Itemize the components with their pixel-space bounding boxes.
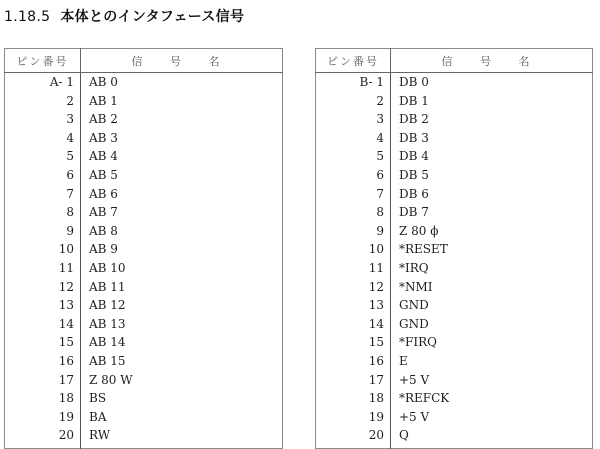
- signal-name: *NMI: [399, 279, 433, 294]
- pin-number: 18: [316, 389, 391, 408]
- table-row: [316, 73, 593, 92]
- signal-name: AB 8: [89, 223, 118, 238]
- signal-name: AB 4: [89, 149, 118, 164]
- table-row: [316, 259, 593, 278]
- table-row: [5, 352, 283, 371]
- table-row: [5, 389, 283, 408]
- table-row: [5, 333, 283, 352]
- pin-table-b: [315, 48, 593, 449]
- table-row: [5, 185, 283, 204]
- pin-number: 11: [316, 259, 391, 278]
- pin-number: 13: [316, 296, 391, 315]
- table-row: [316, 408, 593, 427]
- table-row: [316, 371, 593, 390]
- table-row: [316, 426, 593, 448]
- pin-number-header: ピン番号: [316, 49, 391, 73]
- pin-number: 14: [316, 315, 391, 334]
- signal-name: BS: [89, 391, 107, 406]
- section-title: 本体とのインタフェース信号: [60, 9, 245, 25]
- pin-number: 5: [316, 147, 391, 166]
- header-row: [316, 49, 593, 73]
- signal-name: *FIRQ: [399, 335, 437, 350]
- table-row: [5, 110, 283, 129]
- pin-number: 12: [5, 278, 81, 297]
- signal-name: AB 13: [89, 316, 126, 331]
- pin-number: 3: [316, 110, 391, 129]
- signal-name: +5 V: [399, 409, 430, 424]
- pin-number: 16: [5, 352, 81, 371]
- pin-number: 6: [316, 166, 391, 185]
- signal-name-header: 信 号 名: [81, 49, 283, 73]
- table-row: [316, 166, 593, 185]
- table-row: [316, 389, 593, 408]
- signal-name: AB 1: [89, 93, 118, 108]
- signal-name: DB 2: [399, 112, 429, 127]
- signal-name: DB 6: [399, 186, 429, 201]
- pin-number: 16: [316, 352, 391, 371]
- pin-number: 3: [5, 110, 81, 129]
- signal-name: DB 1: [399, 93, 429, 108]
- pin-number: 18: [5, 389, 81, 408]
- table-row: [316, 129, 593, 148]
- signal-name: DB 3: [399, 130, 429, 145]
- pin-number: 7: [5, 185, 81, 204]
- signal-name: AB 10: [89, 260, 126, 275]
- table-row: [5, 408, 283, 427]
- table-row: [5, 296, 283, 315]
- table-row: [5, 371, 283, 390]
- signal-name: BA: [89, 409, 107, 424]
- table-row: [5, 259, 283, 278]
- signal-name: AB 11: [89, 279, 126, 294]
- table-row: [316, 110, 593, 129]
- table-row: [316, 296, 593, 315]
- pin-number: 14: [5, 315, 81, 334]
- table-row: [5, 147, 283, 166]
- section-heading: [4, 6, 244, 26]
- signal-name: DB 0: [399, 75, 429, 89]
- pin-number: 10: [316, 240, 391, 259]
- pin-number: 9: [5, 222, 81, 241]
- pin-number: 17: [5, 371, 81, 390]
- signal-name: DB 7: [399, 205, 429, 220]
- pin-table-a: [4, 48, 283, 449]
- signal-name: Z 80 ϕ: [399, 223, 439, 238]
- pin-number: 19: [5, 408, 81, 427]
- signal-name-header: 信 号 名: [391, 49, 593, 73]
- table-row: [316, 240, 593, 259]
- table-row: [316, 278, 593, 297]
- signal-name: AB 7: [89, 205, 118, 220]
- signal-name: AB 15: [89, 353, 126, 368]
- pin-number: 13: [5, 296, 81, 315]
- table-row: [316, 333, 593, 352]
- signal-name: *RESET: [399, 242, 448, 257]
- signal-name: GND: [399, 316, 429, 331]
- signal-name: *IRQ: [399, 260, 429, 275]
- pin-number: 6: [5, 166, 81, 185]
- pin-number: 8: [5, 203, 81, 222]
- signal-name: AB 9: [89, 242, 118, 257]
- pin-number: 12: [316, 278, 391, 297]
- signal-name: DB 5: [399, 167, 429, 182]
- signal-name: DB 4: [399, 149, 429, 164]
- table-row: [5, 73, 283, 92]
- pin-number: 20: [5, 426, 81, 448]
- pin-number: 17: [316, 371, 391, 390]
- pin-number: 15: [5, 333, 81, 352]
- signal-name: GND: [399, 298, 429, 313]
- table-row: [316, 203, 593, 222]
- signal-name: +5 V: [399, 372, 430, 387]
- signal-name: AB 5: [89, 167, 118, 182]
- table-row: [5, 92, 283, 111]
- table-row: [5, 222, 283, 241]
- table-row: [316, 352, 593, 371]
- signal-name: E: [399, 353, 408, 368]
- pin-number: 2: [5, 92, 81, 111]
- signal-name: Z 80 W: [89, 372, 133, 387]
- table-row: [316, 315, 593, 334]
- table-row: [5, 166, 283, 185]
- pin-number: B- 1: [316, 73, 391, 92]
- pin-number: 4: [5, 129, 81, 148]
- table-row: [316, 222, 593, 241]
- table-row: [5, 203, 283, 222]
- pin-number: 20: [316, 426, 391, 448]
- signal-name: AB 0: [89, 75, 118, 89]
- table-row: [5, 129, 283, 148]
- table-row: [316, 147, 593, 166]
- signal-name: AB 2: [89, 112, 118, 127]
- signal-name: AB 12: [89, 298, 126, 313]
- table-row: [5, 278, 283, 297]
- pin-number: 4: [316, 129, 391, 148]
- pin-number: 10: [5, 240, 81, 259]
- table-row: [5, 426, 283, 448]
- signal-name: *REFCK: [399, 391, 450, 406]
- section-number: 1.18.5: [4, 9, 51, 25]
- pin-number: A- 1: [5, 73, 81, 92]
- table-row: [316, 92, 593, 111]
- pin-number: 7: [316, 185, 391, 204]
- signal-name: RW: [89, 428, 111, 443]
- pin-number: 9: [316, 222, 391, 241]
- signal-name: AB 3: [89, 130, 118, 145]
- pin-number: 5: [5, 147, 81, 166]
- signal-name: Q: [399, 428, 409, 443]
- signal-name: AB 14: [89, 335, 126, 350]
- pin-number: 15: [316, 333, 391, 352]
- table-row: [5, 240, 283, 259]
- table-row: [5, 315, 283, 334]
- pin-number: 8: [316, 203, 391, 222]
- pin-number: 11: [5, 259, 81, 278]
- pin-number: 19: [316, 408, 391, 427]
- header-row: [5, 49, 283, 73]
- pin-number-header: ピン番号: [5, 49, 81, 73]
- table-row: [316, 185, 593, 204]
- signal-name: AB 6: [89, 186, 118, 201]
- pin-number: 2: [316, 92, 391, 111]
